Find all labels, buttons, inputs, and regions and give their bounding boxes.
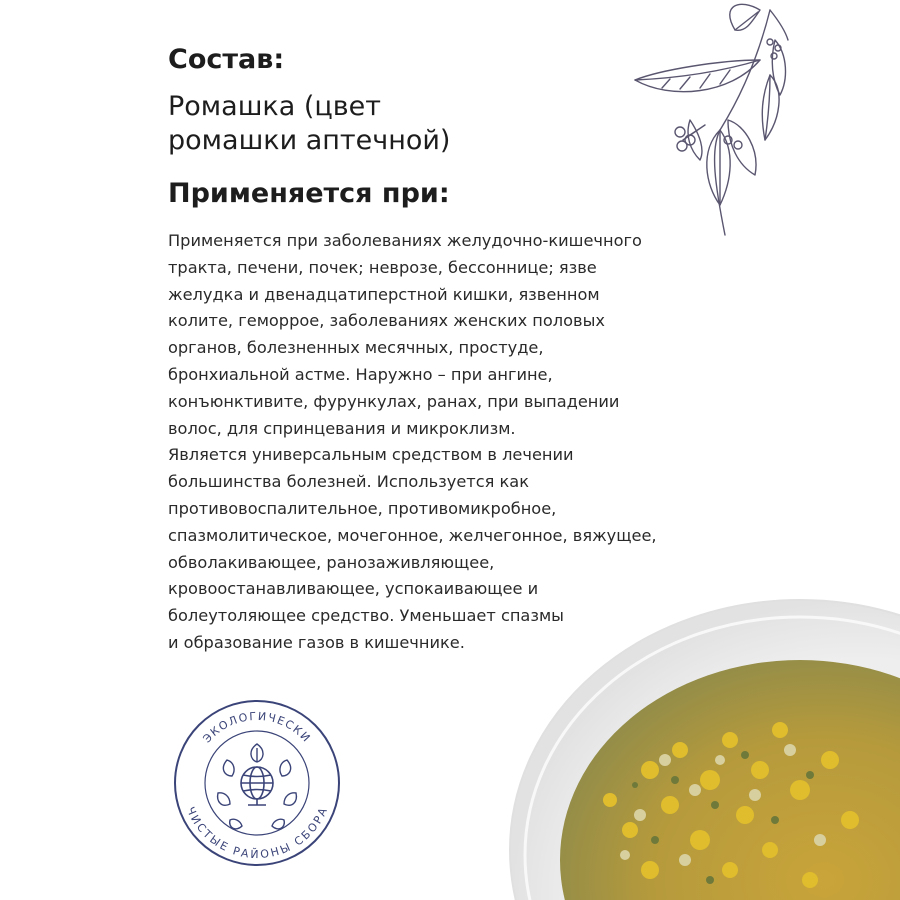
eco-badge-icon [172,698,342,868]
usage-line: противовоспалительное, противомикробное, [168,498,557,518]
usage-line: болеутоляющее средство. Уменьшает спазмы [168,606,564,626]
globe-icon [241,767,273,805]
usage-line: большинства болезней. Используется как [168,472,529,492]
badge-top-text: ЭКОЛОГИЧЕСКИ [200,709,314,746]
usage-line: обволакивающее, ранозаживляющее, [168,552,495,572]
usage-heading: Применяется при: [168,178,450,209]
usage-line: бронхиальной астме. Наружно – при ангине, [168,364,553,384]
usage-line: Применяется при заболеваниях желудочно-кишечного [168,231,642,250]
botanical-branch-icon [620,0,790,240]
usage-line: колите, геморрое, заболеваниях женских половых [168,311,605,331]
usage-line: кровоостанавливающее, успокаивающее и [168,579,539,599]
usage-line: желудка и двенадцатиперстной кишки, язвенном [168,284,600,304]
usage-line: конъюнктивите, фурункулах, ранах, при выпадении [168,391,620,411]
usage-line: спазмолитическое, мочегонное, желчегонное, вяжущее, [168,525,657,545]
composition-line: ромашки аптечной) [168,125,451,156]
usage-line: и образование газов в кишечнике. [168,632,465,652]
usage-line: волос, для спринцевания и микроклизм. [168,418,516,438]
badge-bottom-text: ЧИСТЫЕ РАЙОНЫ СБОРА [183,804,331,862]
chamomile-bowl-icon [470,590,900,900]
usage-line: органов, болезненных месячных, простуде, [168,338,544,358]
composition-line: Ромашка (цвет [168,91,382,122]
usage-line: Является универсальным средством в лечении [168,445,574,465]
composition-heading: Состав: [168,44,285,75]
usage-line: тракта, печени, почек; неврозе, бессоннице; язве [168,257,597,277]
leaf-icons [218,744,297,829]
composition-text [168,90,450,158]
